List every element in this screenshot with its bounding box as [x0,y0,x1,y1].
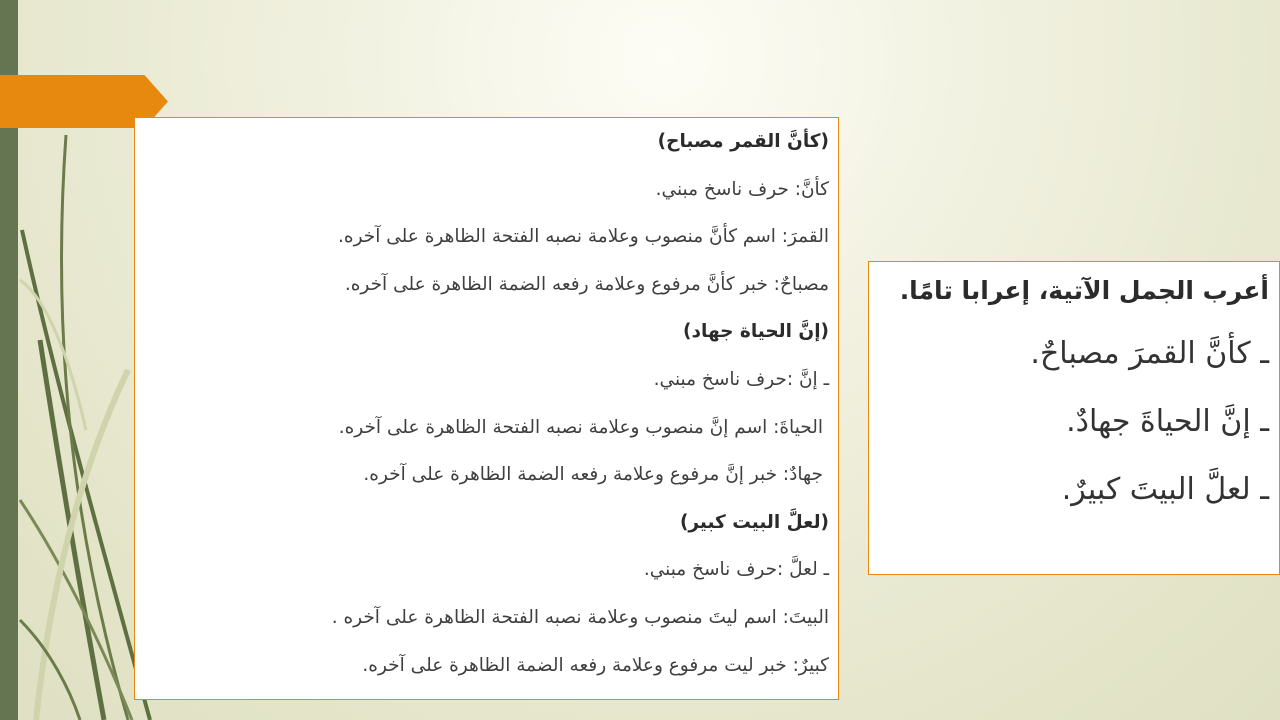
question-item: ـ لعلَّ البيتَ كبيرٌ. [1061,472,1269,507]
leaf-stroke [20,500,132,720]
answer-line: البيتَ: اسم ليتَ منصوب وعلامة نصبه الفتحة الظاهرة على آخره . [331,606,829,628]
answer-line: ـ لعلَّ :حرف ناسخ مبني. [643,559,829,581]
question-item: ـ إنَّ الحياةَ جهادٌ. [1066,404,1269,439]
question-title: أعرب الجمل الآتية، إعرابا تامًا. [899,276,1269,305]
answer-line: مصباحٌ: خبر كأنَّ مرفوع وعلامة رفعه الضمة الظاهرة على آخره. [344,273,829,295]
sentence-2-heading: (إنَّ الحياة جهاد) [683,321,829,343]
answer-line: جهادٌ: خبر إنَّ مرفوع وعلامة رفعه الضمة الظاهرة على آخره. [363,464,823,486]
sentence-3-heading: (لعلَّ البيت كبير) [679,511,829,533]
answer-line: القمرَ: اسم كأنَّ منصوب وعلامة نصبه الفتحة الظاهرة على آخره. [338,226,829,248]
answer-line: ـ إنَّ :حرف ناسخ مبني. [653,368,829,390]
sentence-1-heading: (كأنَّ القمر مصباح) [657,131,829,152]
question-textbox [868,261,1280,575]
answer-textbox [134,117,839,700]
answer-line: كبيرٌ: خبر ليت مرفوع وعلامة رفعه الضمة الظاهرة على آخره. [362,654,829,676]
answer-line: الحياةَ: اسم إنَّ منصوب وعلامة نصبه الفتحة الظاهرة على آخره. [338,416,823,438]
answer-line: كأنَّ: حرف ناسخ مبني. [655,178,829,200]
question-item: ـ كأنَّ القمرَ مصباحٌ. [1030,336,1269,371]
